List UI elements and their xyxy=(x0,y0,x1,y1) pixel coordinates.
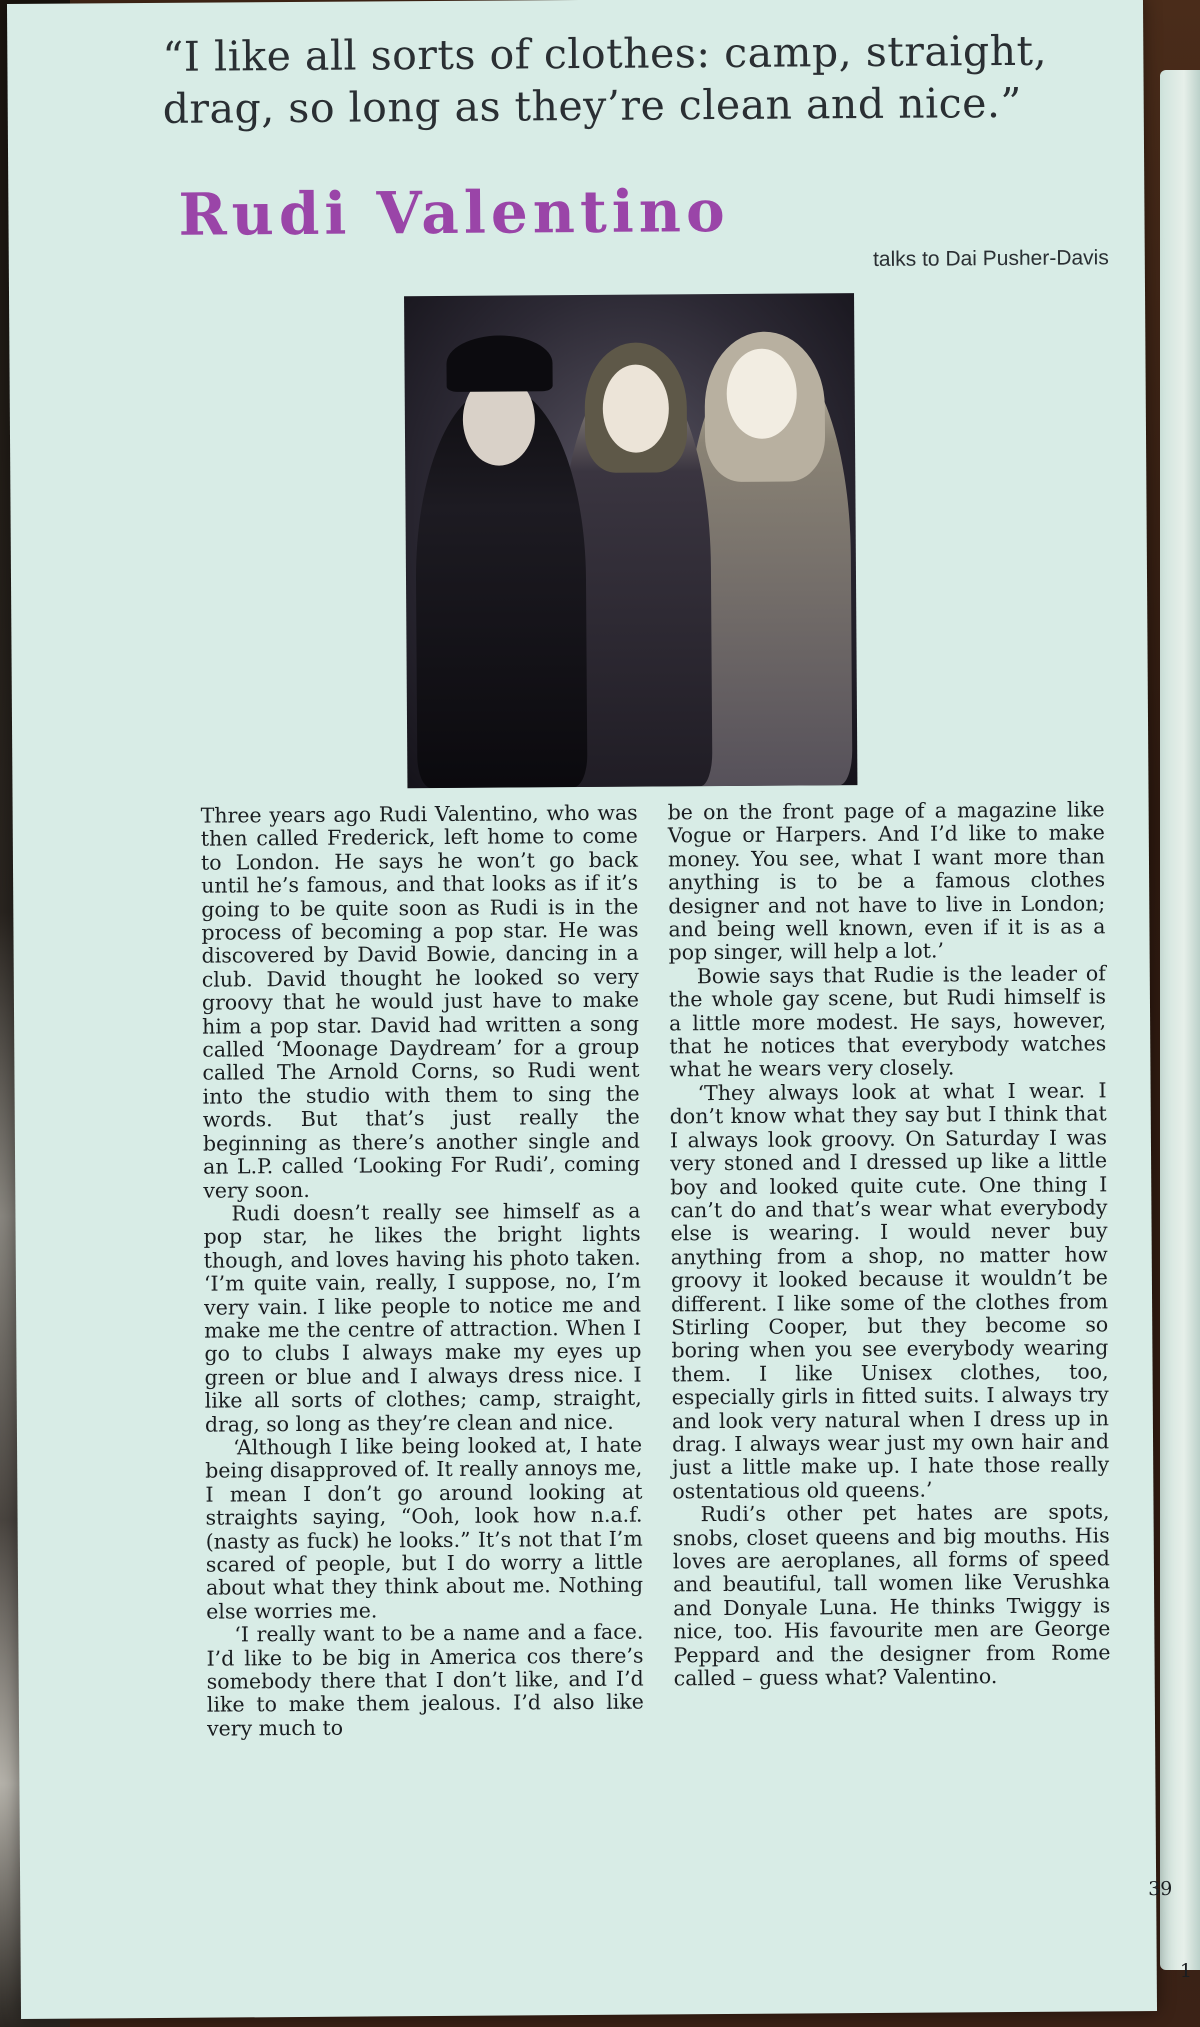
paragraph: Three years ago Rudi Valentino, who was then called Frederick, left home to come to London. He says he won’t go back until he’s famous, and that looks as if it’s going to be quite soon as Rudi is in the process of becoming a pop star. He was discovered by David Bowie, dancing in a club. David thought he looked so very groovy that he would just have to make him a pop star. David had written a song called ‘Moonage Daydream’ for a group called The Arnold Corns, so Rudi went into the studio with them to sing the words. But that’s just really the beginning as there’s another single and an L.P. called ‘Looking For Rudi’, coming very soon. xyxy=(200,800,641,1203)
paragraph: ‘I really want to be a name and a face. I’d like to be big in America cos there’s somebody there that I don’t like, and I’d like to make them jealous. I’d also like very much to xyxy=(206,1619,644,1741)
paragraph: be on the front page of a magazine like Vogue or Harpers. And I’d like to make money. You see, what I want more than anything is to be a famous clothes designer and not have to live in London; and being well known, even if it is as a pop singer, will help a lot.’ xyxy=(667,797,1106,965)
paragraph: Bowie says that Rudie is the leader of the whole gay scene, but Rudi himself is a little more modest. He says, however, that he notices that everybody watches what he wears very closely. xyxy=(668,961,1107,1082)
paragraph: ‘They always look at what I wear. I don’t know what they say but I think that I always look groovy. On Saturday I was very stoned and I dressed up like a little boy and looked quite cute. One thing I can’t do and that’s wear what everybody else is wearing. I would never buy anything from a shop, no matter how groovy it looked because it wouldn’t be different. I like some of the clothes from Stirling Cooper, but they become so boring when you see everybody wearing them. I like Unisex clothes, too, especially girls in fitted suits. I always try and look very natural when I dress up in drag. I always wear just my own hair and just a little make up. I hate those really ostentatious old queens.’ xyxy=(669,1078,1110,1504)
photo-face-right xyxy=(726,348,797,438)
byline: talks to Dai Pusher-Davis xyxy=(872,246,1109,271)
next-page-edge xyxy=(1160,70,1200,1982)
paragraph: Rudi doesn’t really see himself as a pop star, he likes the bright lights though, and loves having his photo taken. ‘I’m quite vain, really, I suppose, no, I’m very vain. I like people to notice me and make me the centre of attraction. When I go to clubs I always make my eyes up green or blue and I always dress nice. I like all sorts of clothes; camp, straight, drag, so long as they’re clean and nice. xyxy=(203,1198,642,1437)
photo-cap xyxy=(446,335,552,392)
column-right xyxy=(668,798,1112,1737)
band-photo xyxy=(404,293,857,788)
pull-quote: “I like all sorts of clothes: camp, straight, drag, so long as they’re clean and nice.” xyxy=(162,26,1048,133)
headline-row xyxy=(168,174,1109,271)
page-number: 39 xyxy=(1148,1877,1173,1901)
photo-face-center xyxy=(603,364,670,452)
paragraph: Rudi’s other pet hates are spots, snobs, closet queens and big mouths. His loves are aeroplanes, all forms of speed and beautiful, tall women like Verushka and Donyale Luna. He thinks Twiggy is nice, too. His favourite men are George Peppard and the designer from Rome called – guess what? Valentino. xyxy=(672,1499,1111,1691)
article-title: Rudi Valentino xyxy=(178,176,730,249)
next-page-number: 1 xyxy=(1179,1960,1192,1982)
paragraph: ‘Although I like being looked at, I hate being disapproved of. It really annoys me, I mean I don’t go around looking at straights saying, “Ooh, look how n.a.f. (nasty as fuck) he looks.” It’s not that I’m scared of people, but I do worry a little about what they think about me. Nothing else worries me. xyxy=(205,1432,644,1624)
column-left xyxy=(201,802,645,1741)
article-body xyxy=(201,798,1113,1741)
magazine-page xyxy=(7,0,1173,2019)
